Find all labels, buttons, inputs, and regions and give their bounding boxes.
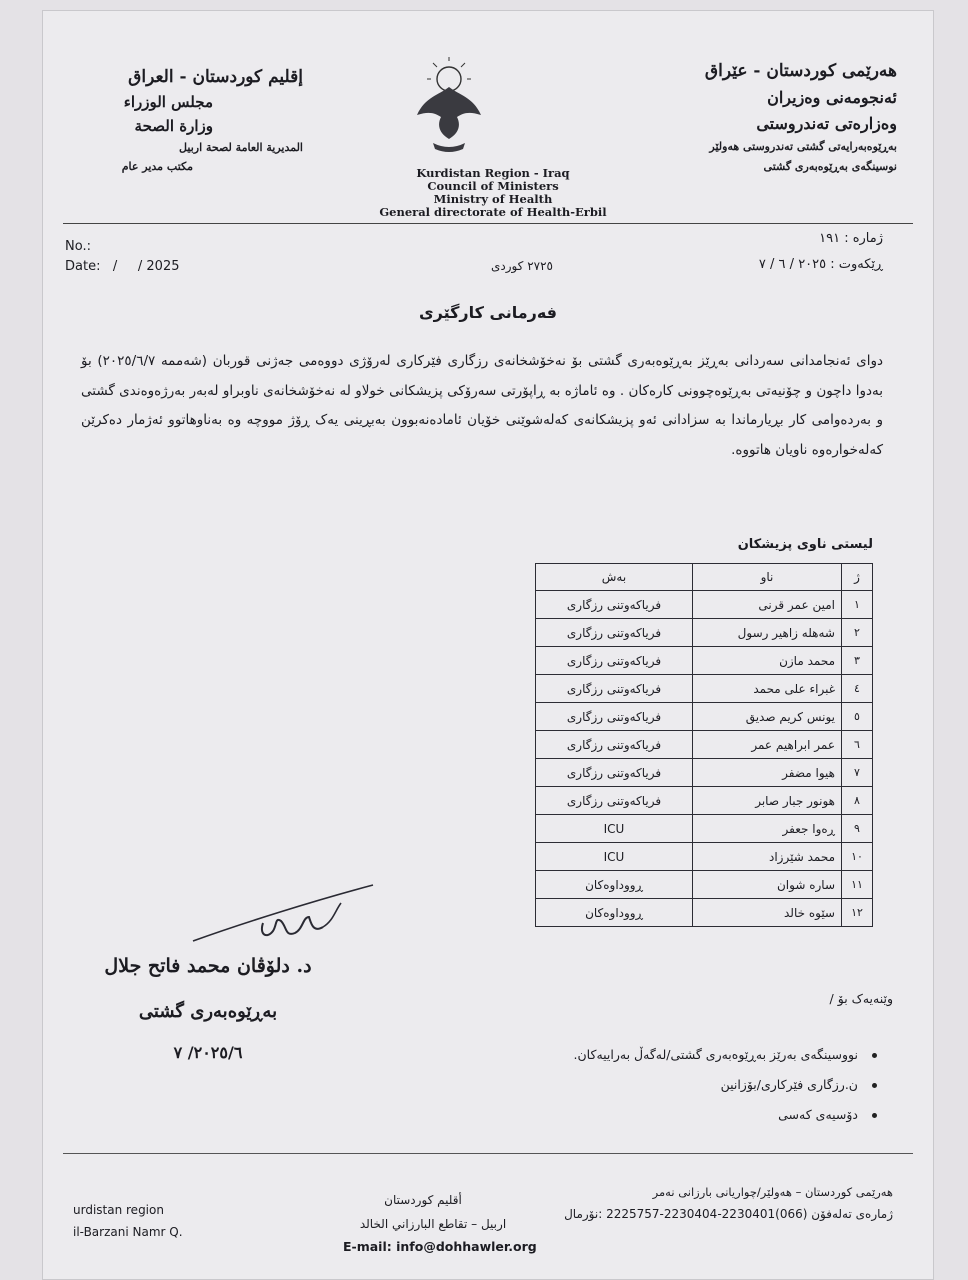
department: فریاکەوتنی رزگاری: [536, 787, 693, 815]
table-row: ٩ ڕەوا جعفر ICU: [536, 815, 873, 843]
doctors-table: [535, 563, 873, 927]
department: فریاکەوتنی رزگاری: [536, 731, 693, 759]
department: ڕووداوەکان: [536, 899, 693, 927]
copies-label: وێنەیەک بۆ /: [829, 991, 893, 1006]
doctor-name: سێوە خالد: [693, 899, 842, 927]
footer-divider: [63, 1153, 913, 1154]
date-kurdish: ڕێکەوت : ٢٠٢٥ / ٦ / ٧: [758, 257, 883, 272]
doctor-name: محمد مازن: [693, 647, 842, 675]
table-row: ١١ سارە شوان ڕووداوەکان: [536, 871, 873, 899]
table-row: ٢ شەهلە زاهیر رسول فریاکەوتنی رزگاری: [536, 619, 873, 647]
arabic-directorate: المديرية العامة لصحة اربيل: [179, 141, 303, 154]
order-body: دوای ئەنجامدانی سەردانی بەڕێز بەڕێوەبەری گشتی بۆ نەخۆشخانەی رزگاری فێرکاری لەرۆژی دووەمی جەژنی قوربان (شەممە ٢٠٢٥/٦/٧) بۆ بەدوا داچون و چۆنیەتی بەڕێوەچوونی کارەکان . وە ئاماژە بە ڕاپۆرتی سەرۆکی پزیشکانی خولاو لە نەخۆشخانەی ناوبراو لەبەر بەرژەوەندی گشتی و بەردەوامی کار بڕیارماندا بە سزادانی ئەو پزیشکانەی کەلەشوێنی خۆیان ئامادەنەبوون بەبڕینی یەک ڕۆژ مووچە وە بەناوهاتوو ئەژمار دەکرێن کەلەخوارەوە ناویان هاتووە.: [81, 353, 883, 458]
kurdish-letterhead: [597, 61, 897, 180]
doctor-name: هونور جبار صابر: [693, 787, 842, 815]
department: فریاکەوتنی رزگاری: [536, 619, 693, 647]
department: فریاکەوتنی رزگاری: [536, 647, 693, 675]
list-item: نووسینگەی بەرێز بەڕێوەبەری گشتی/لەگەڵ بەراییەکان.: [457, 1047, 877, 1062]
table-row: ١٢ سێوە خالد ڕووداوەکان: [536, 899, 873, 927]
kurdish-year: ٢٧٢٥ کوردی: [490, 259, 553, 273]
doctor-name: شەهلە زاهیر رسول: [693, 619, 842, 647]
arabic-region: إقليم كوردستان - العراق: [128, 67, 303, 87]
date-label: Date: / / 2025: [65, 259, 180, 274]
footer-phone: ژمارەی تەلەفۆن (066)2230401-2230404-2225757 :نۆرمال: [564, 1207, 893, 1221]
department: فریاکەوتنی رزگاری: [536, 703, 693, 731]
table-row: ٦ عمر ابراهیم عمر فریاکەوتنی رزگاری: [536, 731, 873, 759]
kurdish-office: نوسینگەی بەڕێوەبەری گشتی: [763, 160, 897, 173]
english-ministry: Ministry of Health: [433, 192, 553, 206]
arabic-letterhead: [103, 67, 303, 179]
document-page: [42, 10, 934, 1280]
arabic-office: مكتب مدير عام: [121, 160, 193, 173]
arabic-council: مجلس الوزراء: [123, 93, 213, 111]
header-index: ژ: [842, 564, 873, 591]
list-title: لیستی ناوی پزیشکان: [737, 537, 873, 552]
kurdistan-emblem-icon: [411, 57, 487, 157]
header-name: ناو: [693, 564, 842, 591]
department: فریاکەوتنی رزگاری: [536, 759, 693, 787]
page-title: فەرمانی کارگێری: [418, 303, 558, 322]
table-row: ١٠ محمد شێرزاد ICU: [536, 843, 873, 871]
signatory-role: بەڕێوەبەری گشتی: [138, 1001, 278, 1022]
english-council: Council of Ministers: [427, 179, 559, 193]
doctor-name: هیوا مضفر: [693, 759, 842, 787]
doctor-name: غبراء علی محمد: [693, 675, 842, 703]
table-row: ٧ هیوا مضفر فریاکەوتنی رزگاری: [536, 759, 873, 787]
footer-english-2: il-Barzani Namr Q.: [73, 1225, 183, 1239]
header-divider: [63, 223, 913, 224]
kurdish-directorate: بەڕێوەبەرایەتی گشتی تەندروستی هەولێر: [709, 140, 897, 153]
footer-email: E-mail: info@dohhawler.org: [343, 1239, 537, 1254]
kurdish-ministry: وەزارەتی تەندروستی: [756, 114, 897, 133]
signatory-name: د. دلۆڤان محمد فاتح جلال: [104, 955, 312, 977]
doctor-name: عمر ابراهیم عمر: [693, 731, 842, 759]
department: فریاکەوتنی رزگاری: [536, 675, 693, 703]
table-header-row: [536, 564, 873, 591]
table-row: ٣ محمد مازن فریاکەوتنی رزگاری: [536, 647, 873, 675]
english-region: Kurdistan Region - Iraq: [416, 166, 570, 180]
signature-date: ٢٠٢٥/٦/ ٧: [173, 1043, 243, 1062]
department: ICU: [536, 843, 693, 871]
doctor-name: ڕەوا جعفر: [693, 815, 842, 843]
table-row: ٨ هونور جبار صابر فریاکەوتنی رزگاری: [536, 787, 873, 815]
footer-kurdish-1: هەرێمی کوردستان – هەولێر/چواریانی بارزانی نەمر: [652, 1185, 893, 1199]
department: ڕووداوەکان: [536, 871, 693, 899]
table-row: ٤ غبراء علی محمد فریاکەوتنی رزگاری: [536, 675, 873, 703]
header-department: بەش: [536, 564, 693, 591]
list-item: دۆسیەی کەسی: [457, 1107, 877, 1122]
department: ICU: [536, 815, 693, 843]
doctor-name: محمد شێرزاد: [693, 843, 842, 871]
table-row: ١ امین عمر قرنی فریاکەوتنی رزگاری: [536, 591, 873, 619]
number-kurdish: ژمارە : ١٩١: [819, 231, 883, 246]
department: فریاکەوتنی رزگاری: [536, 591, 693, 619]
table-row: ٥ یونس کریم صدیق فریاکەوتنی رزگاری: [536, 703, 873, 731]
number-label: No.:: [65, 239, 91, 254]
footer-arabic-1: أقليم كوردستان: [384, 1193, 462, 1207]
arabic-ministry: وزارة الصحة: [134, 117, 213, 135]
doctor-name: یونس کریم صدیق: [693, 703, 842, 731]
english-directorate: General directorate of Health-Erbil: [379, 205, 607, 219]
list-item: ن.رزگاری فێرکاری/بۆزانین: [457, 1077, 877, 1092]
english-letterhead: [343, 167, 643, 219]
copies-list: [457, 1047, 877, 1137]
doctor-name: سارە شوان: [693, 871, 842, 899]
signature-icon: [163, 871, 383, 961]
kurdish-council: ئەنجومەنی وەزیران: [767, 88, 897, 107]
kurdish-region: هەرێمی کوردستان - عێراق: [704, 61, 897, 81]
footer-arabic-2: اربيل – تقاطع البارزاني الخالد: [359, 1217, 507, 1231]
doctor-name: امین عمر قرنی: [693, 591, 842, 619]
footer-english-1: urdistan region: [73, 1203, 164, 1217]
